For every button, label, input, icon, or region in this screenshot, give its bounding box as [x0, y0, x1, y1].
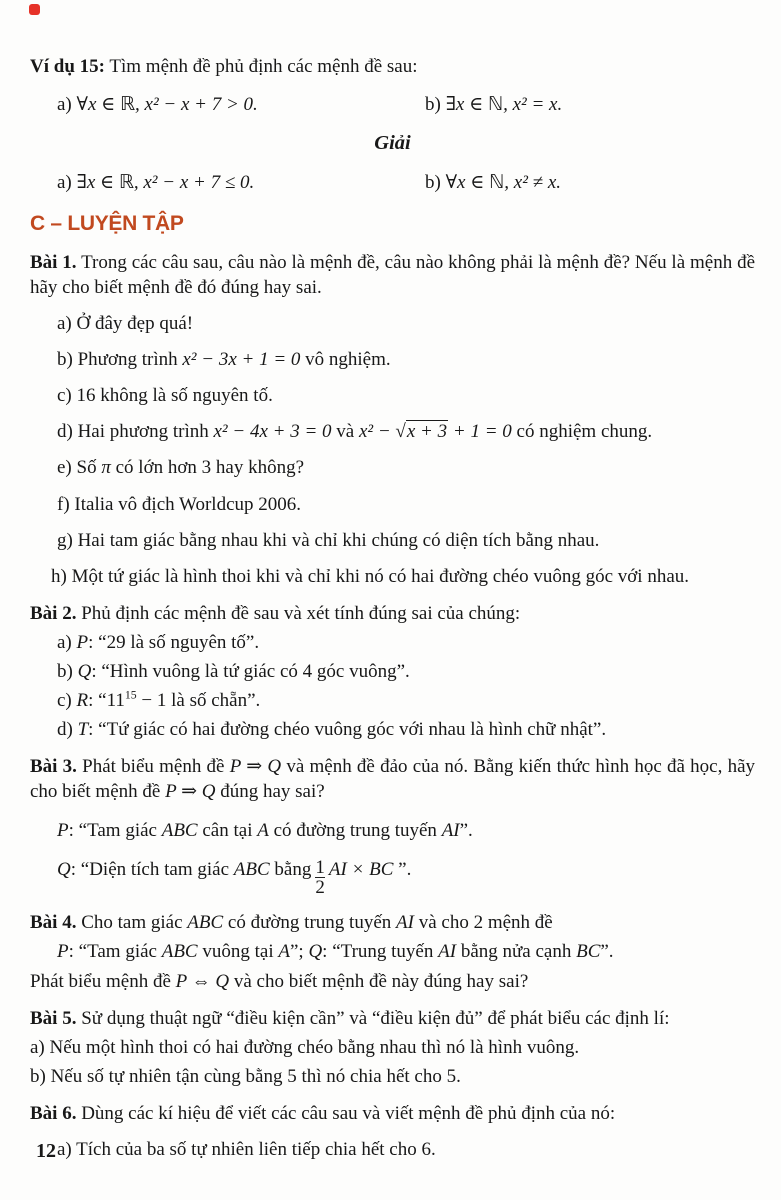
exercise-5-label: Bài 5.	[30, 1007, 77, 1029]
line-text: có đường trung tuyến	[223, 912, 397, 934]
solution-heading: Giải	[374, 132, 411, 155]
fraction-denominator: 2	[315, 877, 325, 899]
exercise-6-item-a: a) Tích của ba số tự nhiên liên tiếp chia hết cho 6.	[57, 1138, 436, 1160]
example-15-given-b	[425, 92, 755, 117]
math-expression: ∃x ∈ ℝ, x² − x + 7 ≤ 0.	[76, 172, 255, 194]
line-text: Phát biểu mệnh đề	[30, 970, 176, 992]
proposition-var: Q	[57, 859, 71, 881]
exercise-1-item-e	[57, 455, 755, 480]
example-15-solution-b	[425, 170, 755, 195]
line-text: bằng nửa cạnh	[456, 941, 577, 963]
exercise-1-item-c: c) 16 không là số nguyên tố.	[57, 385, 273, 407]
intro-text: và mệnh đề đảo của nó. Bằng kiến thức hình học đã học, hãy cho biết mệnh đề	[30, 756, 756, 803]
proposition-var: P	[57, 820, 69, 842]
exercise-6-label: Bài 6.	[30, 1102, 77, 1124]
exercise-1-label: Bài 1.	[30, 252, 77, 273]
intro-text: Phát biểu mệnh đề	[76, 756, 230, 778]
statement-text: bằng	[269, 859, 312, 881]
exercise-4-label: Bài 4.	[30, 912, 77, 934]
exercise-2-intro	[30, 601, 755, 626]
superscript-exponent: 15	[124, 688, 137, 702]
exercise-6-intro	[30, 1101, 755, 1126]
line-text: Cho tam giác	[76, 912, 188, 934]
exercise-1-intro-text: Trong các câu sau, câu nào là mệnh đề, câu nào không phải là mệnh đề? Nếu là mệnh đề hãy cho biết mệnh đề đó đúng hay sai.	[30, 252, 755, 299]
statement-text: : “Diện tích tam giác	[70, 859, 234, 881]
math-expression: ∀x ∈ ℝ, x² − x + 7 > 0.	[76, 94, 258, 116]
proposition-var: P	[76, 631, 89, 653]
math-expression: P ⇒ Q	[165, 781, 216, 803]
fraction-numerator: 1	[315, 856, 325, 878]
exercise-3-label: Bài 3.	[30, 756, 77, 778]
item-text: b) Phương trình	[57, 349, 183, 371]
math-var: AI	[396, 912, 414, 934]
line-text: ”.	[600, 941, 614, 963]
exercise-2-label: Bài 2.	[30, 602, 77, 624]
statement-text: ”.	[393, 859, 412, 881]
math-expression: ∀x ∈ ℕ, x² ≠ x.	[445, 172, 561, 194]
line-text: vuông tại	[197, 941, 279, 963]
item-text: d) Hai phương trình	[57, 421, 214, 443]
math-var: ABC	[233, 859, 270, 881]
math-expression: x² − 3x + 1 = 0	[182, 349, 301, 371]
exercise-5-item-b: b) Nếu số tự nhiên tận cùng bằng 5 thì nó chia hết cho 5.	[30, 1065, 461, 1087]
page-number: 12	[36, 1140, 56, 1162]
proposition-var: R	[76, 690, 89, 712]
exercise-5-intro	[30, 1006, 755, 1031]
exercise-2-item-a	[57, 630, 755, 655]
red-ink-mark	[29, 4, 40, 15]
exercise-6-intro-text: Dùng các kí hiệu để viết các câu sau và viết mệnh đề phủ định của nó:	[76, 1102, 616, 1124]
math-var: BC	[576, 941, 601, 963]
example-15-label: Ví dụ 15:	[30, 56, 105, 77]
statement-text: : “Tam giác	[68, 820, 162, 842]
math-var: ABC	[161, 820, 198, 842]
math-expression: ∃x ∈ ℕ, x² = x.	[445, 94, 563, 116]
math-expression: P ⇔ Q	[175, 970, 230, 992]
example-15-solution-row	[30, 170, 755, 195]
item-letter: d)	[57, 719, 78, 741]
item-letter: b)	[425, 94, 446, 116]
exercise-1-item-f: f) Italia vô địch Worldcup 2006.	[57, 493, 302, 515]
line-text: : “Tam giác	[68, 941, 162, 963]
statement-text: ”.	[459, 820, 473, 842]
math-expression: x² − 4x + 3 = 0	[213, 421, 332, 443]
exercise-1-item-a: a) Ở đây đẹp quá!	[57, 313, 194, 335]
math-var: AI	[441, 820, 460, 842]
radical-sign: √	[395, 421, 406, 443]
example-15-header	[30, 54, 755, 79]
exercise-1-item-g: g) Hai tam giác bằng nhau khi và chỉ khi chúng có diện tích bằng nhau.	[57, 529, 600, 551]
exercise-3-statement-p	[57, 818, 755, 843]
exercise-2-intro-text: Phủ định các mệnh đề sau và xét tính đúng sai của chúng:	[76, 602, 521, 624]
math-var: A	[278, 941, 290, 963]
line-text: ”;	[289, 941, 309, 963]
exercise-2-item-b	[57, 659, 755, 684]
pi-symbol: π	[101, 457, 111, 479]
proposition-var: T	[77, 719, 89, 741]
item-letter: a)	[57, 172, 77, 194]
math-var: ABC	[187, 912, 224, 934]
statement-text: cân tại	[197, 820, 258, 842]
proposition-var: Q	[308, 941, 323, 963]
math-expression: P ⇒ Q	[229, 756, 282, 778]
item-text: : “29 là số nguyên tố”.	[88, 631, 260, 653]
item-text: có nghiệm chung.	[511, 421, 653, 443]
exercise-4-line2	[57, 939, 755, 964]
exercise-3-intro	[30, 754, 755, 804]
item-text: e) Số	[57, 457, 102, 479]
line-text: và cho 2 mệnh đề	[413, 912, 553, 934]
item-text: : “Tứ giác có hai đường chéo vuông góc với nhau là hình chữ nhật”.	[88, 719, 607, 741]
exercise-1-item-d	[57, 419, 755, 444]
example-15-given-a	[57, 92, 425, 117]
item-text: − 1 là số chẵn”.	[136, 690, 261, 712]
intro-text: đúng hay sai?	[215, 781, 325, 803]
item-letter: b)	[425, 172, 446, 194]
item-text: và	[331, 421, 359, 443]
exercise-3-statement-q	[57, 857, 755, 898]
exercise-4-line1	[30, 910, 755, 935]
proposition-var: Q	[77, 660, 92, 682]
line-text: và cho biết mệnh đề này đúng hay sai?	[229, 970, 529, 992]
exercise-2-item-d	[57, 717, 755, 742]
section-heading-luyen-tap: C – LUYỆN TẬP	[30, 212, 184, 236]
statement-text: có đường trung tuyến	[268, 820, 442, 842]
exercise-1-intro	[30, 250, 755, 300]
item-text: có lớn hơn 3 hay không?	[110, 457, 305, 479]
math-part: + 1 = 0	[448, 421, 512, 443]
item-letter: a)	[57, 631, 77, 653]
fraction-one-half	[315, 858, 325, 899]
math-var: AI × BC	[328, 859, 394, 881]
item-letter: b)	[57, 660, 78, 682]
example-15-prompt: Tìm mệnh đề phủ định các mệnh đề sau:	[104, 56, 418, 77]
proposition-var: P	[57, 941, 69, 963]
item-text: vô nghiệm.	[300, 349, 391, 371]
exercise-5-item-a: a) Nếu một hình thoi có hai đường chéo bằng nhau thì nó là hình vuông.	[30, 1036, 580, 1058]
exercise-1-item-h: h) Một tứ giác là hình thoi khi và chỉ khi nó có hai đường chéo vuông góc với nhau.	[51, 565, 690, 587]
item-letter: a)	[57, 94, 77, 116]
math-var: A	[257, 820, 269, 842]
math-var: AI	[438, 941, 457, 963]
exercise-5-intro-text: Sử dụng thuật ngữ “điều kiện cần” và “điều kiện đủ” để phát biểu các định lí:	[76, 1007, 670, 1029]
exercise-4-line3	[30, 969, 755, 994]
line-text: : “Trung tuyến	[322, 941, 439, 963]
example-15-solution-a	[57, 170, 425, 195]
example-15-given-row	[30, 92, 755, 117]
math-part: x² −	[358, 421, 396, 443]
exercise-2-item-c	[57, 688, 755, 713]
exercise-1-item-b	[57, 347, 755, 372]
item-letter: c)	[57, 690, 77, 712]
math-var: ABC	[161, 941, 198, 963]
item-text: : “Hình vuông là tứ giác có 4 góc vuông”.	[91, 660, 410, 682]
math-expression	[359, 420, 512, 442]
item-text: : “11	[88, 690, 125, 712]
radicand: x + 3	[406, 421, 448, 443]
